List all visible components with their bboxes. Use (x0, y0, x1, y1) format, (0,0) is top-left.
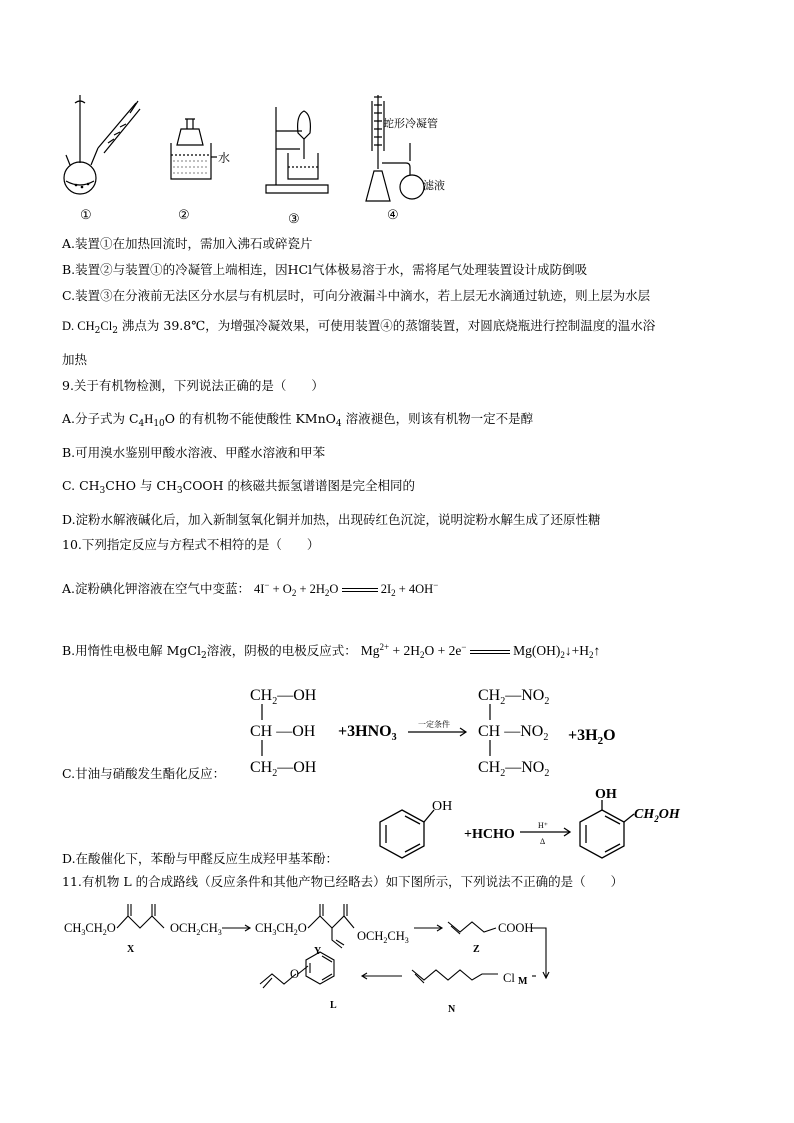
apparatus-2-absorption-diagram (165, 117, 225, 183)
svg-text:+3HNO3: $+3HNO_3$ (338, 723, 397, 743)
q8-option-c: C.装置③在分液前无法区分水层与有机层时，可向分液漏斗中滴水，若上层无水滴通过轨迹，则上层为水层 (62, 288, 651, 303)
svg-text:CH —NO2: CH $—NO_2$ (478, 723, 549, 743)
svg-text:+3H2O: $+3H_2O$ (568, 727, 616, 747)
label-N: N (448, 1004, 456, 1015)
q10-option-a: A.淀粉碘化钾溶液在空气中变蓝： $4I^- + O_2 + 2H_2O$ $2I_2 + 4OH^-$ (62, 580, 439, 598)
q10-d-condition-bottom: Δ (540, 837, 546, 846)
q10-option-d: D.在酸催化下，苯酚与甲醛反应生成羟甲基苯酚： (62, 851, 339, 866)
svg-text:O: O (290, 967, 300, 981)
svg-text:CH2—NO2: $CH_2—NO_2$ (478, 687, 550, 707)
svg-text:OCH2CH3: $OCH_2CH_3$ (170, 921, 222, 937)
svg-text:CH2—OH: $CH_2—OH$ (250, 759, 317, 779)
svg-text:CH2—OH: $CH_2—OH$ (250, 687, 317, 707)
q9-option-a: A.分子式为 $C_4H_{10}O$ 的有机物不能使酸性 KMnO$_4$ 溶液褪色，则该有机物一定不是醇 (62, 411, 534, 429)
svg-text:CH3CH2O: $CH_3CH_2O$ (255, 921, 307, 937)
q8-option-b: B.装置②与装置①的冷凝管上端相连，因HCl气体极易溶于水，需将尾气处理装置设计成防倒吸 (62, 262, 588, 277)
q8-option-a: A.装置①在加热回流时，需加入沸石或碎瓷片 (62, 236, 313, 251)
svg-text:COOH: COOH (498, 921, 534, 935)
svg-text:+HCHO: +HCHO (464, 827, 515, 842)
svg-text:Cl: Cl (503, 971, 515, 985)
q8-option-d-continued: 加热 (62, 352, 88, 367)
label-X: X (127, 944, 135, 955)
q10-stem: 10.下列指定反应与方程式不相符的是（ ） (62, 537, 320, 552)
apparatus-3-separatory-funnel-diagram (262, 103, 334, 195)
label-Y: Y (314, 946, 322, 957)
label-Z: Z (473, 944, 480, 955)
q9-option-d: D.淀粉水解液碱化后，加入新制氢氧化铜并加热，出现砖红色沉淀，说明淀粉水解生成了还原性糖 (62, 512, 601, 527)
q11-synthesis-route-scheme (62, 898, 562, 1018)
q10-c-glycerol-nitration-scheme (240, 682, 630, 782)
label-L: L (330, 1000, 337, 1011)
q10-c-condition: 一定条件 (418, 720, 450, 729)
apparatus-1-reflux-diagram (58, 93, 148, 208)
q9-stem: 9.关于有机物检测，下列说法正确的是（ ） (62, 378, 324, 393)
q8-option-d: D. $CH_2Cl_2$ 沸点为 39.8℃，为增强冷凝效果，可使用装置④的蒸馏装置，对圆底烧瓶进行控制温度的温水浴 (62, 318, 656, 336)
apparatus-label-4: ④ (387, 208, 399, 223)
apparatus-label-1: ① (80, 208, 92, 223)
apparatus-label-2: ② (178, 208, 190, 223)
svg-text:CH2—NO2: $CH_2—NO_2$ (478, 759, 550, 779)
q10-b-equation: $Mg^{2+} + 2H_2O + 2e^-$ $Mg(OH)_2↓+H_2↑$ (360, 642, 601, 660)
q10-option-b: B.用惰性电极电解 MgCl$_2$溶液，阴极的电极反应式： $Mg^{2+} + 2H_2O + 2e^-$ $Mg(OH)_2↓+H_2↑$ (62, 642, 601, 661)
svg-text:CH3CH2O: $CH_3CH_2O$ (64, 921, 116, 937)
apparatus-4-distillation-diagram (358, 93, 444, 211)
svg-text:CH2OH: $CH_2OH$ (634, 807, 680, 824)
svg-text:OCH2CH3: $OCH_2CH_3$ (357, 929, 409, 945)
svg-text:OH: OH (595, 787, 617, 802)
q10-d-condition-top: H⁺ (538, 821, 548, 830)
condenser-label: 蛇形冷凝管 (383, 117, 438, 130)
q10-option-c: C.甘油与硝酸发生酯化反应： (62, 766, 226, 781)
apparatus-label-3: ③ (288, 212, 300, 227)
q11-stem: 11.有机物 L 的合成路线（反应条件和其他产物已经略去）如下图所示，下列说法不正确的是（ ） (62, 874, 624, 889)
water-label: 水 (218, 151, 231, 165)
svg-text:OH: OH (432, 799, 453, 814)
q9-option-b: B.可用溴水鉴别甲酸水溶液、甲醛水溶液和甲苯 (62, 445, 326, 460)
q10-a-equation: $4I^- + O_2 + 2H_2O$ $2I_2 + 4OH^-$ (254, 580, 439, 598)
q10-d-phenol-formaldehyde-scheme (372, 788, 692, 864)
label-M: M (518, 976, 528, 987)
svg-text:CH —OH: CH —OH (250, 723, 316, 740)
filtrate-label: 滤液 (423, 179, 445, 192)
q9-option-c: C. $CH_3CHO$ 与 $CH_3COOH$ 的核磁共振氢谱谱图是完全相同的 (62, 478, 416, 496)
